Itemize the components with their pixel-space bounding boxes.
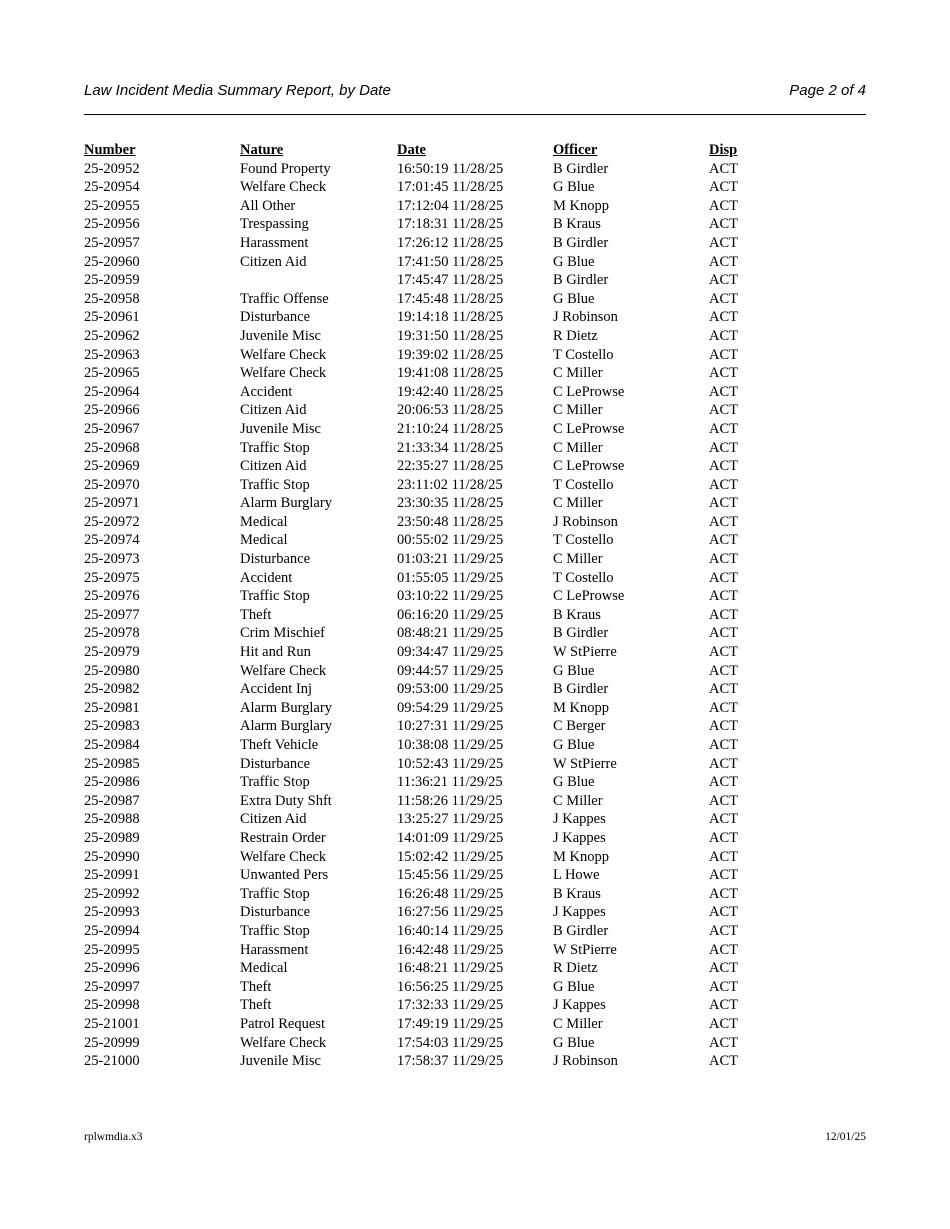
incident-officer: T Costello bbox=[553, 532, 614, 549]
incident-nature: Hit and Run bbox=[240, 644, 311, 661]
incident-date: 16:48:21 11/29/25 bbox=[397, 960, 504, 977]
incident-officer: J Kappes bbox=[553, 811, 606, 828]
incident-officer: M Knopp bbox=[553, 848, 609, 865]
incident-nature: Accident Inj bbox=[240, 681, 313, 698]
incident-officer: J Robinson bbox=[553, 1053, 618, 1070]
incident-date: 19:14:18 11/28/25 bbox=[397, 309, 504, 326]
incident-date: 16:27:56 11/29/25 bbox=[397, 904, 504, 921]
incident-officer: W StPierre bbox=[553, 644, 617, 661]
incident-number: 25-20956 bbox=[84, 216, 140, 233]
incident-disp: ACT bbox=[709, 1034, 738, 1051]
incident-officer: B Girdler bbox=[553, 922, 609, 939]
incident-nature: Welfare Check bbox=[240, 346, 327, 363]
incident-number: 25-20988 bbox=[84, 811, 140, 828]
incident-nature: Harassment bbox=[240, 234, 309, 251]
incident-number: 25-20962 bbox=[84, 327, 140, 344]
incident-date: 01:55:05 11/29/25 bbox=[397, 569, 504, 586]
incident-number: 25-20995 bbox=[84, 941, 140, 958]
incident-officer: C Miller bbox=[553, 439, 603, 456]
incident-disp: ACT bbox=[709, 551, 738, 568]
incident-date: 17:32:33 11/29/25 bbox=[397, 997, 504, 1014]
incident-nature: Welfare Check bbox=[240, 365, 327, 382]
incident-nature: Theft Vehicle bbox=[240, 737, 319, 753]
incident-officer: B Kraus bbox=[553, 885, 601, 902]
incident-date: 09:54:29 11/29/25 bbox=[397, 699, 504, 716]
incident-officer: C Miller bbox=[553, 1015, 603, 1032]
incident-disp: ACT bbox=[709, 792, 738, 809]
incident-nature: Alarm Burglary bbox=[240, 699, 332, 716]
incident-date: 00:55:02 11/29/25 bbox=[397, 532, 504, 549]
incident-officer: W StPierre bbox=[553, 941, 617, 958]
incident-officer: R Dietz bbox=[553, 327, 598, 344]
incident-number: 25-20991 bbox=[84, 867, 140, 884]
incident-nature: Juvenile Misc bbox=[240, 1053, 321, 1070]
incident-date: 11:36:21 11/29/25 bbox=[397, 774, 503, 791]
incident-disp: ACT bbox=[709, 811, 738, 828]
incident-officer: C Miller bbox=[553, 495, 603, 512]
incident-nature: Citizen Aid bbox=[240, 253, 307, 270]
incident-disp: ACT bbox=[709, 737, 738, 753]
page-number: Page 2 of 4 bbox=[789, 82, 866, 99]
incident-disp: ACT bbox=[709, 829, 738, 846]
incident-officer: T Costello bbox=[553, 346, 614, 363]
incident-officer: R Dietz bbox=[553, 960, 598, 977]
incident-date: 23:11:02 11/28/25 bbox=[397, 476, 503, 493]
incident-number: 25-20960 bbox=[84, 253, 140, 270]
incident-number: 25-20992 bbox=[84, 885, 140, 902]
incident-number: 25-20987 bbox=[84, 792, 140, 809]
incident-disp: ACT bbox=[709, 569, 738, 586]
incident-date: 16:42:48 11/29/25 bbox=[397, 941, 504, 958]
incident-date: 17:12:04 11/28/25 bbox=[397, 197, 504, 214]
incident-disp: ACT bbox=[709, 346, 738, 363]
incident-number: 25-20973 bbox=[84, 551, 140, 568]
incident-disp: ACT bbox=[709, 216, 738, 233]
incident-nature: Patrol Request bbox=[240, 1015, 325, 1032]
incident-nature: All Other bbox=[240, 197, 296, 214]
incident-number: 25-20954 bbox=[84, 179, 140, 196]
incident-nature: Disturbance bbox=[240, 309, 311, 326]
incident-nature: Accident bbox=[240, 383, 293, 400]
incident-disp: ACT bbox=[709, 439, 738, 456]
incident-nature: Medical bbox=[240, 960, 288, 977]
column-header-number: Number bbox=[84, 142, 136, 158]
incident-number: 25-21001 bbox=[84, 1015, 140, 1032]
incident-officer: B Girdler bbox=[553, 160, 609, 177]
incident-date: 10:27:31 11/29/25 bbox=[397, 718, 504, 735]
incident-date: 17:01:45 11/28/25 bbox=[397, 179, 504, 196]
incident-officer: J Robinson bbox=[553, 513, 618, 530]
incident-disp: ACT bbox=[709, 1015, 738, 1032]
incident-disp: ACT bbox=[709, 420, 738, 437]
incident-disp: ACT bbox=[709, 179, 738, 196]
incident-disp: ACT bbox=[709, 253, 738, 270]
incident-number: 25-20974 bbox=[84, 532, 140, 549]
incident-number: 25-20997 bbox=[84, 978, 140, 995]
incident-date: 17:26:12 11/28/25 bbox=[397, 234, 504, 251]
incident-number: 25-20971 bbox=[84, 495, 140, 512]
incident-disp: ACT bbox=[709, 904, 738, 921]
incident-number: 25-20970 bbox=[84, 476, 140, 493]
incident-date: 11:58:26 11/29/25 bbox=[397, 792, 503, 809]
incident-disp: ACT bbox=[709, 681, 738, 698]
report-title: Law Incident Media Summary Report, by Date bbox=[84, 82, 391, 99]
incident-date: 06:16:20 11/29/25 bbox=[397, 606, 504, 623]
column-header-date: Date bbox=[397, 142, 426, 158]
incident-disp: ACT bbox=[709, 234, 738, 251]
incident-disp: ACT bbox=[709, 848, 738, 865]
incident-number: 25-20961 bbox=[84, 309, 140, 326]
incident-nature: Theft bbox=[240, 978, 272, 995]
incident-disp: ACT bbox=[709, 160, 738, 177]
incident-disp: ACT bbox=[709, 1053, 738, 1070]
incident-nature: Welfare Check bbox=[240, 848, 327, 865]
incident-disp: ACT bbox=[709, 365, 738, 382]
incident-date: 17:45:47 11/28/25 bbox=[397, 272, 504, 289]
incident-nature: Unwanted Pers bbox=[240, 867, 329, 884]
incident-number: 25-20990 bbox=[84, 848, 140, 865]
incident-officer: G Blue bbox=[553, 774, 595, 791]
incident-date: 19:31:50 11/28/25 bbox=[397, 327, 504, 344]
incident-disp: ACT bbox=[709, 997, 738, 1014]
incident-date: 16:56:25 11/29/25 bbox=[397, 978, 504, 995]
incident-officer: G Blue bbox=[553, 179, 595, 196]
incident-date: 17:54:03 11/29/25 bbox=[397, 1034, 504, 1051]
incident-disp: ACT bbox=[709, 290, 738, 307]
incident-number: 25-20977 bbox=[84, 606, 140, 623]
incident-officer: B Girdler bbox=[553, 272, 609, 289]
incident-nature: Traffic Stop bbox=[240, 885, 310, 902]
incident-officer: B Kraus bbox=[553, 606, 601, 623]
incident-date: 15:02:42 11/29/25 bbox=[397, 848, 504, 865]
incident-officer: M Knopp bbox=[553, 197, 609, 214]
incident-officer: J Kappes bbox=[553, 829, 606, 846]
incident-nature: Citizen Aid bbox=[240, 402, 307, 419]
incident-disp: ACT bbox=[709, 606, 738, 623]
incident-officer: B Girdler bbox=[553, 234, 609, 251]
incident-date: 23:30:35 11/28/25 bbox=[397, 495, 504, 512]
incident-disp: ACT bbox=[709, 513, 738, 530]
incident-nature: Welfare Check bbox=[240, 662, 327, 679]
incident-officer: T Costello bbox=[553, 476, 614, 493]
incident-number: 25-20955 bbox=[84, 197, 140, 214]
incident-number: 25-20982 bbox=[84, 681, 140, 698]
incident-officer: C Miller bbox=[553, 792, 603, 809]
incident-nature: Theft bbox=[240, 606, 272, 623]
incident-nature: Disturbance bbox=[240, 755, 311, 772]
incident-number: 25-20984 bbox=[84, 737, 140, 753]
incident-number: 25-20986 bbox=[84, 774, 140, 791]
incident-officer: G Blue bbox=[553, 737, 595, 753]
incident-officer: G Blue bbox=[553, 253, 595, 270]
incident-date: 17:58:37 11/29/25 bbox=[397, 1053, 504, 1070]
incident-nature: Traffic Offense bbox=[240, 290, 329, 307]
incident-date: 16:50:19 11/28/25 bbox=[397, 160, 504, 177]
incident-nature: Traffic Stop bbox=[240, 774, 310, 791]
incident-number: 25-20998 bbox=[84, 997, 140, 1014]
incident-disp: ACT bbox=[709, 588, 738, 605]
incident-number: 25-20959 bbox=[84, 272, 140, 289]
incident-nature: Medical bbox=[240, 532, 288, 549]
report-code: rplwmdia.x3 bbox=[84, 1131, 143, 1143]
incident-number: 25-20963 bbox=[84, 346, 140, 363]
incident-disp: ACT bbox=[709, 327, 738, 344]
incident-officer: L Howe bbox=[553, 867, 600, 884]
incident-number: 25-20985 bbox=[84, 755, 140, 772]
incident-disp: ACT bbox=[709, 867, 738, 884]
incident-nature: Harassment bbox=[240, 941, 309, 958]
incident-number: 25-20983 bbox=[84, 718, 140, 735]
incident-number: 25-20952 bbox=[84, 160, 140, 177]
incident-number: 25-20967 bbox=[84, 420, 140, 437]
incident-number: 25-20994 bbox=[84, 922, 140, 939]
incident-officer: C LeProwse bbox=[553, 588, 625, 605]
incident-nature: Crim Mischief bbox=[240, 625, 325, 642]
incident-nature: Disturbance bbox=[240, 551, 311, 568]
incident-date: 19:39:02 11/28/25 bbox=[397, 346, 504, 363]
incident-number: 25-20966 bbox=[84, 402, 140, 419]
incident-nature: Trespassing bbox=[240, 216, 309, 233]
incident-number: 25-20978 bbox=[84, 625, 140, 642]
incident-date: 21:10:24 11/28/25 bbox=[397, 420, 504, 437]
incident-officer: B Girdler bbox=[553, 681, 609, 698]
incident-officer: G Blue bbox=[553, 290, 595, 307]
incident-date: 19:42:40 11/28/25 bbox=[397, 383, 504, 400]
incident-nature: Juvenile Misc bbox=[240, 420, 321, 437]
header-divider bbox=[84, 114, 866, 115]
incident-date: 15:45:56 11/29/25 bbox=[397, 867, 504, 884]
incident-nature: Alarm Burglary bbox=[240, 718, 332, 735]
incident-date: 21:33:34 11/28/25 bbox=[397, 439, 504, 456]
incident-officer: B Girdler bbox=[553, 625, 609, 642]
incident-officer: C Miller bbox=[553, 402, 603, 419]
incident-date: 23:50:48 11/28/25 bbox=[397, 513, 504, 530]
incident-number: 25-20993 bbox=[84, 904, 140, 921]
incident-number: 25-20989 bbox=[84, 829, 140, 846]
incident-officer: G Blue bbox=[553, 1034, 595, 1051]
print-date: 12/01/25 bbox=[825, 1131, 866, 1143]
incident-officer: J Kappes bbox=[553, 997, 606, 1014]
incident-disp: ACT bbox=[709, 644, 738, 661]
incident-officer: W StPierre bbox=[553, 755, 617, 772]
incident-disp: ACT bbox=[709, 699, 738, 716]
incident-disp: ACT bbox=[709, 625, 738, 642]
incident-nature: Traffic Stop bbox=[240, 922, 310, 939]
incident-officer: C Berger bbox=[553, 718, 606, 735]
incident-number: 25-20999 bbox=[84, 1034, 140, 1051]
incident-disp: ACT bbox=[709, 941, 738, 958]
incident-officer: G Blue bbox=[553, 978, 595, 995]
incident-date: 08:48:21 11/29/25 bbox=[397, 625, 504, 642]
incident-disp: ACT bbox=[709, 495, 738, 512]
incident-date: 16:40:14 11/29/25 bbox=[397, 922, 504, 939]
incident-officer: G Blue bbox=[553, 662, 595, 679]
incident-disp: ACT bbox=[709, 885, 738, 902]
incident-nature: Citizen Aid bbox=[240, 458, 307, 475]
incident-date: 10:38:08 11/29/25 bbox=[397, 737, 504, 753]
incident-date: 01:03:21 11/29/25 bbox=[397, 551, 504, 568]
incident-disp: ACT bbox=[709, 978, 738, 995]
column-header-nature: Nature bbox=[240, 142, 284, 158]
incident-nature: Accident bbox=[240, 569, 293, 586]
incident-nature: Medical bbox=[240, 513, 288, 530]
incident-date: 17:18:31 11/28/25 bbox=[397, 216, 504, 233]
incident-nature: Welfare Check bbox=[240, 179, 327, 196]
incident-nature: Welfare Check bbox=[240, 1034, 327, 1051]
incident-number: 25-20981 bbox=[84, 699, 140, 716]
incident-number: 25-20980 bbox=[84, 662, 140, 679]
incident-officer: J Robinson bbox=[553, 309, 618, 326]
incident-officer: C LeProwse bbox=[553, 420, 625, 437]
incident-disp: ACT bbox=[709, 272, 738, 289]
incident-disp: ACT bbox=[709, 960, 738, 977]
incident-date: 20:06:53 11/28/25 bbox=[397, 402, 504, 419]
incident-date: 16:26:48 11/29/25 bbox=[397, 885, 504, 902]
incident-disp: ACT bbox=[709, 774, 738, 791]
incident-officer: C LeProwse bbox=[553, 458, 625, 475]
incident-number: 25-20969 bbox=[84, 458, 140, 475]
incident-officer: C Miller bbox=[553, 365, 603, 382]
incident-disp: ACT bbox=[709, 402, 738, 419]
incident-number: 25-20996 bbox=[84, 960, 140, 977]
incident-officer: C Miller bbox=[553, 551, 603, 568]
incident-nature: Traffic Stop bbox=[240, 476, 310, 493]
incident-nature: Found Property bbox=[240, 160, 331, 177]
incident-nature: Citizen Aid bbox=[240, 811, 307, 828]
incident-number: 25-20964 bbox=[84, 383, 140, 400]
incident-nature: Juvenile Misc bbox=[240, 327, 321, 344]
incident-officer: J Kappes bbox=[553, 904, 606, 921]
incident-disp: ACT bbox=[709, 662, 738, 679]
incident-date: 03:10:22 11/29/25 bbox=[397, 588, 504, 605]
incident-nature: Restrain Order bbox=[240, 829, 326, 846]
incident-date: 17:41:50 11/28/25 bbox=[397, 253, 504, 270]
incident-nature: Traffic Stop bbox=[240, 439, 310, 456]
incident-date: 09:34:47 11/29/25 bbox=[397, 644, 504, 661]
incident-nature: Theft bbox=[240, 997, 272, 1014]
incident-number: 25-20972 bbox=[84, 513, 140, 530]
incident-date: 17:45:48 11/28/25 bbox=[397, 290, 504, 307]
incident-disp: ACT bbox=[709, 476, 738, 493]
incident-date: 10:52:43 11/29/25 bbox=[397, 755, 504, 772]
incident-number: 25-21000 bbox=[84, 1053, 140, 1070]
incident-date: 13:25:27 11/29/25 bbox=[397, 811, 504, 828]
incident-officer: B Kraus bbox=[553, 216, 601, 233]
incident-officer: T Costello bbox=[553, 569, 614, 586]
incident-date: 09:53:00 11/29/25 bbox=[397, 681, 504, 698]
incident-number: 25-20957 bbox=[84, 234, 140, 251]
incident-nature: Disturbance bbox=[240, 904, 311, 921]
incident-number: 25-20965 bbox=[84, 365, 140, 382]
incident-disp: ACT bbox=[709, 755, 738, 772]
incident-disp: ACT bbox=[709, 458, 738, 475]
incident-number: 25-20976 bbox=[84, 588, 140, 605]
incident-number: 25-20979 bbox=[84, 644, 140, 661]
column-header-disp: Disp bbox=[709, 142, 738, 158]
incident-officer: C LeProwse bbox=[553, 383, 625, 400]
incident-number: 25-20968 bbox=[84, 439, 140, 456]
incident-date: 19:41:08 11/28/25 bbox=[397, 365, 504, 382]
incident-disp: ACT bbox=[709, 309, 738, 326]
incident-date: 17:49:19 11/29/25 bbox=[397, 1015, 504, 1032]
incident-nature: Extra Duty Shft bbox=[240, 792, 332, 809]
incident-disp: ACT bbox=[709, 718, 738, 735]
incident-disp: ACT bbox=[709, 532, 738, 549]
incident-date: 22:35:27 11/28/25 bbox=[397, 458, 504, 475]
incident-number: 25-20975 bbox=[84, 569, 140, 586]
incident-disp: ACT bbox=[709, 197, 738, 214]
incident-nature: Alarm Burglary bbox=[240, 495, 332, 512]
incident-disp: ACT bbox=[709, 922, 738, 939]
incident-officer: M Knopp bbox=[553, 699, 609, 716]
incident-date: 09:44:57 11/29/25 bbox=[397, 662, 504, 679]
incident-date: 14:01:09 11/29/25 bbox=[397, 829, 504, 846]
incident-nature: Traffic Stop bbox=[240, 588, 310, 605]
column-header-officer: Officer bbox=[553, 142, 598, 158]
incident-number: 25-20958 bbox=[84, 290, 140, 307]
incident-disp: ACT bbox=[709, 383, 738, 400]
